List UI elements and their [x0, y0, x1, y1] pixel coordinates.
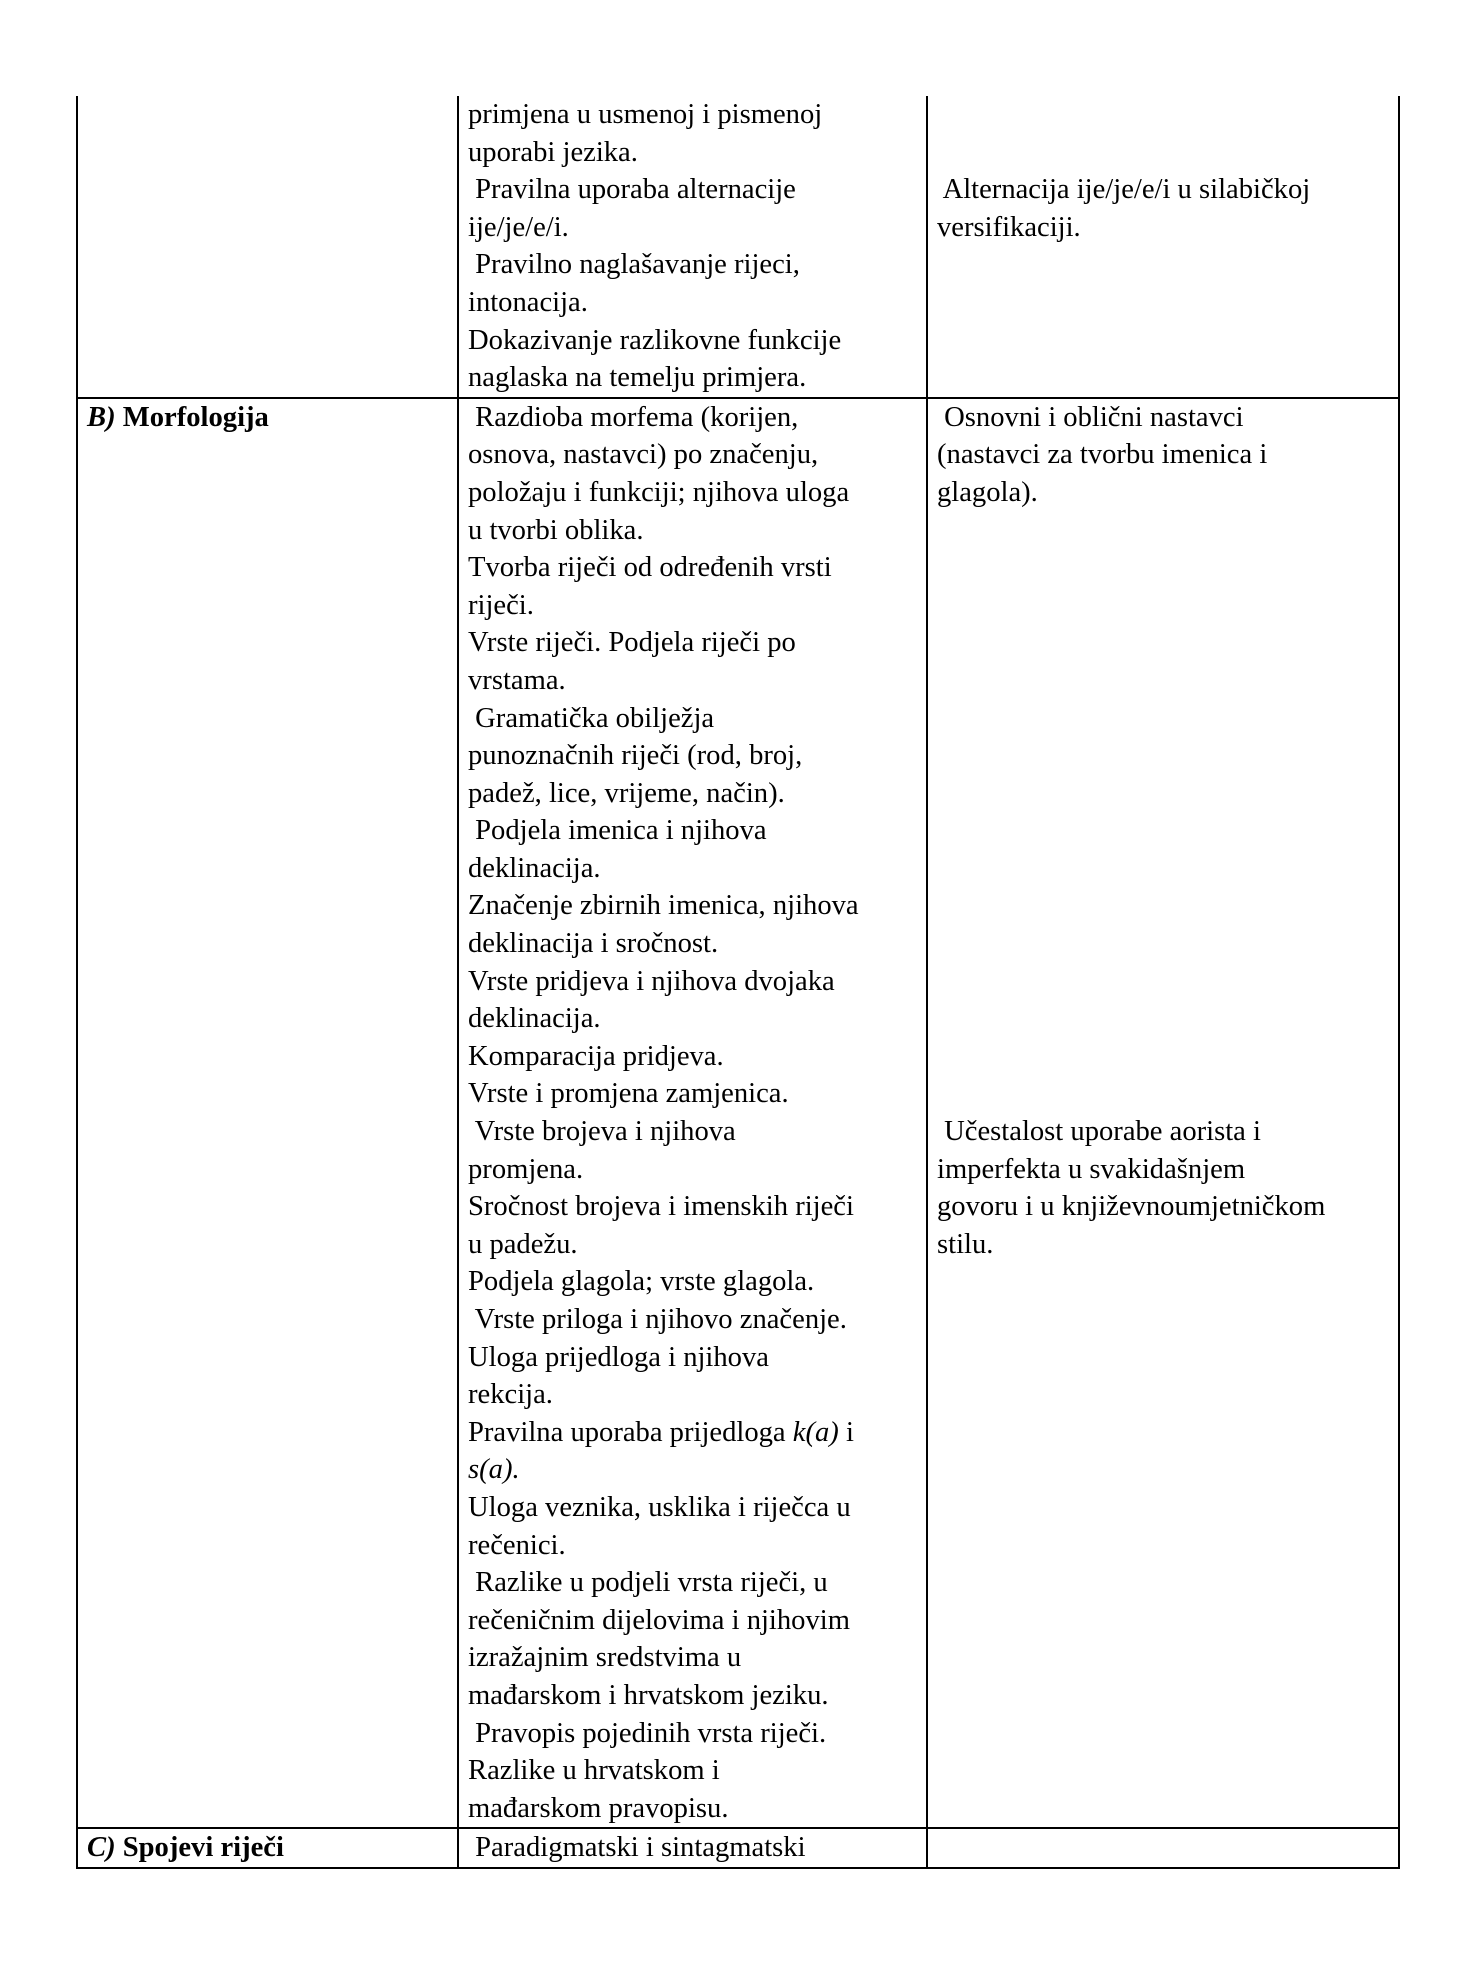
content-line: rečeničnim dijelovima i njihovim	[468, 1604, 850, 1636]
row1-topic-cell	[77, 96, 458, 398]
content-line: padež, lice, vrijeme, način).	[468, 777, 785, 809]
row1-note-line: Alternacija ije/je/e/i u silabičkoj	[937, 174, 1311, 206]
content-line: rečenici.	[468, 1529, 566, 1561]
preposition-sa: s(a).	[468, 1454, 520, 1486]
row1-content-line: intonacija.	[468, 286, 588, 318]
note-line: (nastavci za tvorbu imenica i	[937, 439, 1268, 471]
row1-content-line: primjena u usmenoj i pismenoj	[468, 99, 823, 130]
content-line: Vrste brojeva i njihova	[468, 1116, 736, 1148]
morfologija-heading-cell	[77, 398, 458, 1829]
note-line: govoru i u književnoumjetničkom	[937, 1191, 1326, 1223]
content-line: Paradigmatski i sintagmatski	[468, 1832, 806, 1864]
table-row	[77, 1828, 1399, 1868]
note-line: imperfekta u svakidašnjem	[937, 1153, 1246, 1185]
prepositions-suffix: i	[838, 1416, 854, 1448]
section-letter: B)	[87, 401, 116, 433]
content-line: položaju i funkciji; njihova uloga	[468, 476, 850, 508]
note-line: stilu.	[937, 1228, 994, 1260]
preposition-ka: k(a)	[792, 1416, 839, 1448]
content-line: Pravopis pojedinih vrsta riječi.	[468, 1717, 827, 1749]
row1-content-line: Dokazivanje razlikovne funkcije	[468, 324, 842, 356]
row1-content-line: Pravilno naglašavanje rijeci,	[468, 249, 800, 281]
content-line: Uloga prijedloga i njihova	[468, 1341, 769, 1373]
prepositions-prefix: Pravilna uporaba prijedloga	[468, 1416, 793, 1448]
content-line: rekcija.	[468, 1379, 553, 1411]
content-line: Podjela glagola; vrste glagola.	[468, 1266, 815, 1298]
content-line: mađarskom pravopisu.	[468, 1792, 729, 1824]
spojevi-note-cell	[927, 1828, 1399, 1868]
content-line: riječi.	[468, 589, 534, 621]
table-row	[77, 398, 1399, 1829]
section-heading	[87, 399, 451, 437]
content-line: Vrste pridjeva i njihova dvojaka	[468, 965, 835, 997]
content-line: osnova, nastavci) po značenju,	[468, 439, 819, 471]
section-letter: C)	[87, 1832, 116, 1864]
content-line: deklinacija i sročnost.	[468, 928, 719, 960]
row1-note-cell	[927, 96, 1399, 398]
row1-content-cell	[458, 96, 927, 398]
row1-content-line: naglaska na temelju primjera.	[468, 362, 807, 394]
section-heading	[87, 1829, 451, 1867]
row1-content-line: Pravilna uporaba alternacije	[468, 174, 796, 206]
content-line: Vrste riječi. Podjela riječi po	[468, 627, 796, 659]
note-line: Osnovni i oblični nastavci	[937, 401, 1244, 433]
section-title: Morfologija	[115, 401, 269, 433]
content-line: Tvorba riječi od određenih vrsti	[468, 552, 832, 584]
content-line: vrstama.	[468, 664, 566, 696]
morfologija-note-cell	[927, 398, 1399, 1829]
section-title: Spojevi riječi	[115, 1832, 284, 1864]
spojevi-content-cell	[458, 1828, 927, 1868]
content-line: Podjela imenica i njihova	[468, 815, 767, 847]
content-line: Sročnost brojeva i imenskih riječi	[468, 1191, 854, 1223]
content-line: u padežu.	[468, 1228, 578, 1260]
table-row	[77, 96, 1399, 398]
content-line: Razdioba morfema (korijen,	[468, 401, 799, 433]
row1-note-line: versifikaciji.	[937, 211, 1081, 243]
content-line: izražajnim sredstvima u	[468, 1642, 742, 1674]
content-line: u tvorbi oblika.	[468, 514, 644, 546]
content-line: Gramatička obilježja	[468, 702, 715, 734]
content-line: Komparacija pridjeva.	[468, 1040, 724, 1072]
morfologija-content-cell	[458, 398, 927, 1829]
content-line: mađarskom i hrvatskom jeziku.	[468, 1679, 829, 1711]
prepositions-line	[468, 1414, 920, 1452]
content-line: punoznačnih riječi (rod, broj,	[468, 740, 803, 772]
note-line: Učestalost uporabe aorista i	[937, 1116, 1261, 1148]
content-line: Vrste i promjena zamjenica.	[468, 1078, 789, 1110]
content-line: deklinacija.	[468, 852, 601, 884]
content-line: Značenje zbirnih imenica, njihova	[468, 890, 859, 922]
content-line: deklinacija.	[468, 1003, 601, 1035]
content-line: promjena.	[468, 1153, 584, 1185]
content-line: Razlike u hrvatskom i	[468, 1755, 720, 1787]
row1-content-line: ije/je/e/i.	[468, 211, 569, 243]
curriculum-table	[76, 96, 1400, 1869]
row1-content-line: uporabi jezika.	[468, 136, 638, 168]
content-line: Razlike u podjeli vrsta riječi, u	[468, 1567, 828, 1599]
content-line: Vrste priloga i njihovo značenje.	[468, 1304, 847, 1335]
spojevi-heading-cell	[77, 1828, 458, 1868]
note-line: glagola).	[937, 476, 1038, 508]
content-line: Uloga veznika, usklika i riječca u	[468, 1491, 851, 1523]
